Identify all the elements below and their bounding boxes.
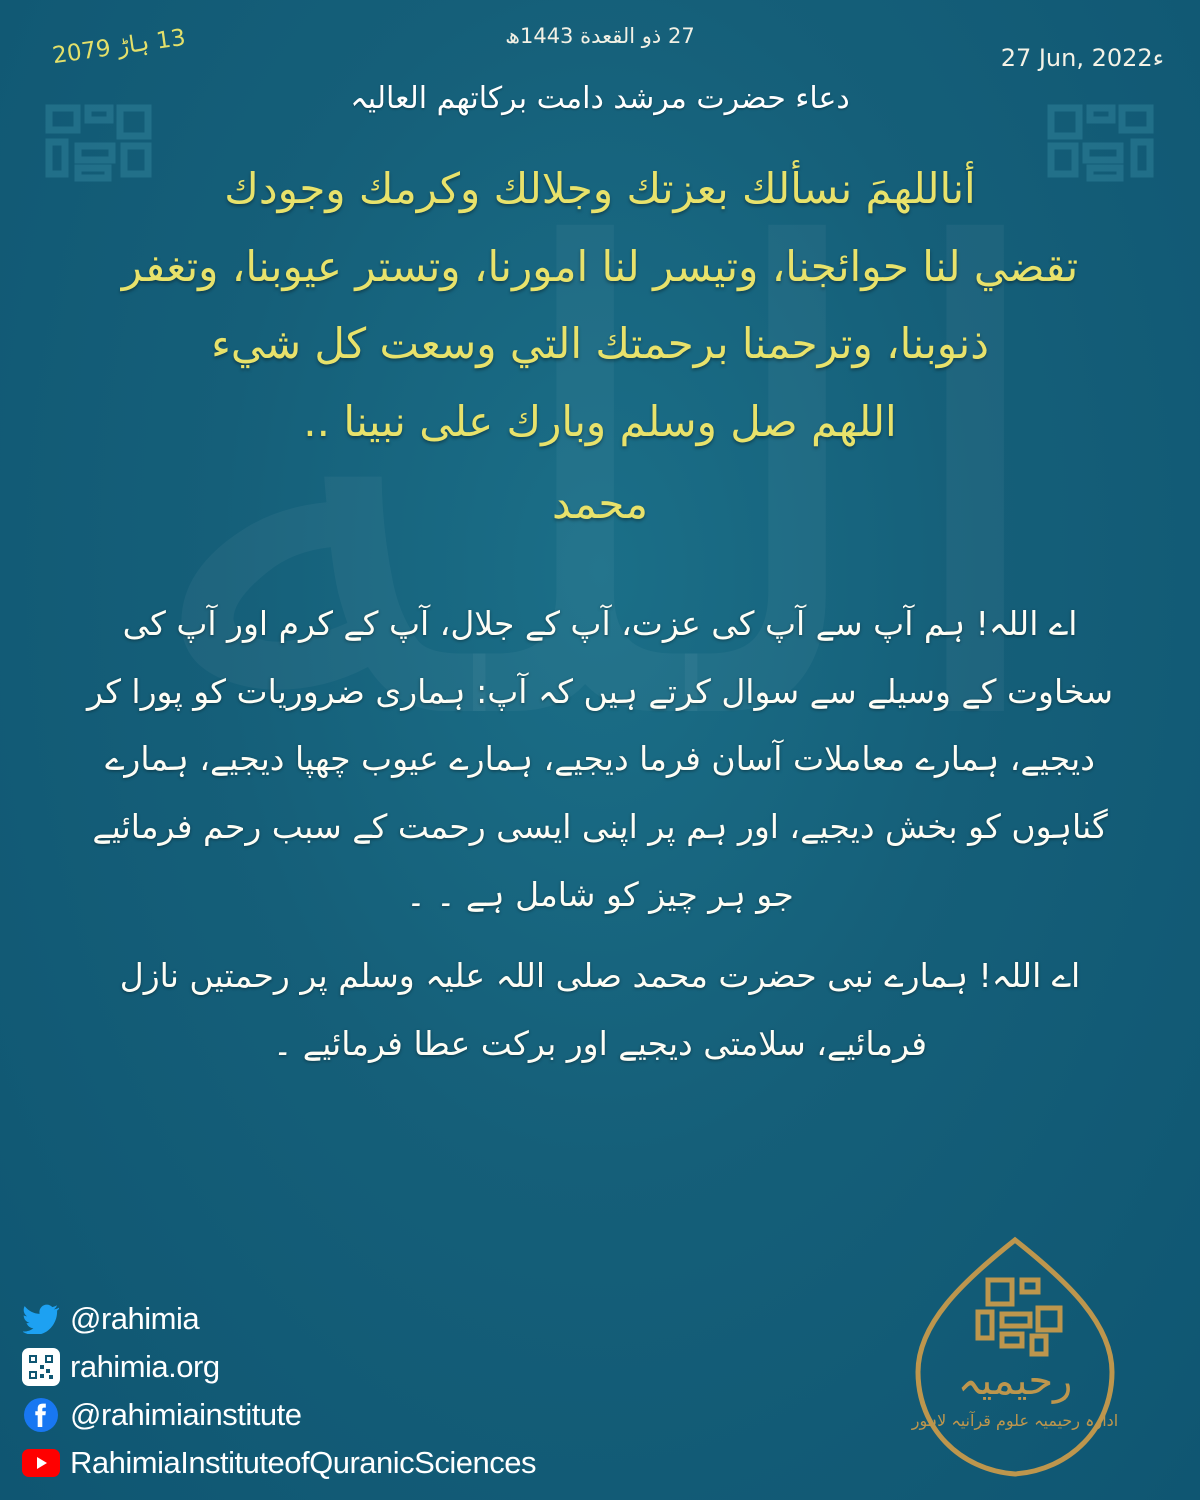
social-handle: @rahimia <box>70 1301 200 1336</box>
arabic-line-3: ذنوبنا، وترحمنا برحمتك التي وسعت كل شيء <box>211 319 989 369</box>
arabic-dua-block <box>60 150 1140 542</box>
arabic-line-2: تقضي لنا حوائجنا، وتيسر لنا امورنا، وتستر عيوبنا، وتغفر <box>121 241 1079 291</box>
urdu-paragraph-2: اے اللہ! ہمارے نبی حضرت محمد صلی اللہ علیہ وسلم پر رحمتیں نازل فرمائیے، سلامتی دیجیے اور بركت عطا فرمائیے ۔ <box>119 956 1081 1063</box>
gregorian-date: 27 Jun, 2022ء <box>1000 44 1164 72</box>
solar-date: 13 ہاڑ 2079 <box>50 24 188 70</box>
social-handle: @rahimiainstitute <box>70 1397 302 1432</box>
logo-subtitle-text: ادارہ رحیمیہ علوم قرآنیہ لاہور <box>911 1411 1119 1430</box>
page-title: دعاء حضرت مرشد دامت بركاتهم العالیہ <box>350 81 850 116</box>
social-links <box>22 1296 536 1488</box>
urdu-paragraph-1: اے اللہ! ہم آپ سے آپ کی عزت، آپ کے جلال، آپ کے کرم اور آپ کی سخاوت کے وسیلے سے سوال کرتے ہیں کہ آپ: ہماری ضروریات کو پورا کر دیجیے، ہمارے معاملات آسان فرما دیجیے، ہمارے عیوب چھپا دیجیے، ہمارے گناہوں کو بخش دیجیے، اور ہم پر اپنی ایسی رحمت کے سبب رحم فرمائیے جو ہر چیز کو شامل ہے ۔ ۔ <box>87 604 1113 914</box>
rahimia-logo <box>900 1232 1130 1482</box>
arabic-line-4: اللهم صل وسلم وبارك على نبينا .. <box>303 397 897 447</box>
social-item-twitter[interactable] <box>22 1296 536 1342</box>
social-item-youtube[interactable] <box>22 1440 536 1486</box>
logo-script-text: رحیمیہ <box>957 1358 1073 1404</box>
social-handle: rahimia.org <box>70 1349 220 1384</box>
youtube-icon <box>22 1444 60 1482</box>
social-item-facebook[interactable] <box>22 1392 536 1438</box>
urdu-translation-block <box>70 590 1130 1091</box>
facebook-icon <box>22 1396 60 1434</box>
twitter-icon <box>22 1300 60 1338</box>
website-icon <box>22 1348 60 1386</box>
social-item-website[interactable] <box>22 1344 536 1390</box>
arabic-line-5: محمد <box>552 478 648 528</box>
hijri-date: 27 ذو القعدة 1443ھ <box>505 24 695 48</box>
arabic-line-1: أن‏اللهمَ نسألك بعزتك وجلالك وكرمك وجودك‏ <box>224 164 976 213</box>
social-handle: RahimiaInstituteofQuranicSciences <box>70 1445 536 1480</box>
date-meta-row <box>0 18 1200 78</box>
